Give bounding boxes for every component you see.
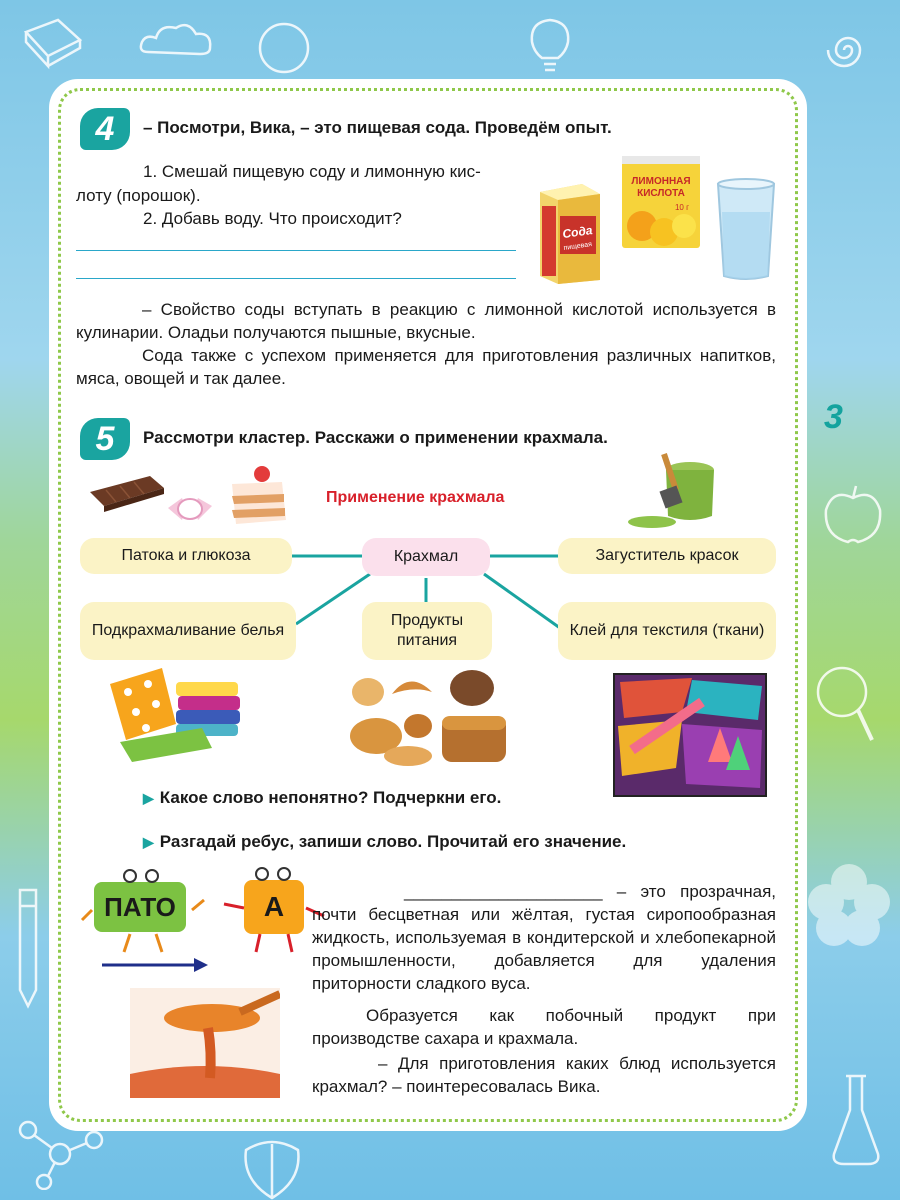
- task-4-badge: 4: [80, 108, 130, 150]
- definition-paragraph: [312, 880, 776, 995]
- definition-paragraph-3: – Для приготовления каких блюд используется крахмал? – поинтересовалась Вика.: [312, 1054, 776, 1096]
- bullet-2-arrow-icon: ▶: [143, 834, 154, 850]
- rebus-letter-card: А: [244, 880, 304, 934]
- acid-pack-label-2: КИСЛОТА: [637, 188, 685, 199]
- cluster-node-left-top: Патока и глюкоза: [80, 538, 292, 574]
- rebus-word-card: ПАТО: [94, 882, 186, 932]
- cluster-node-middle-bottom: Продукты питания: [362, 602, 492, 660]
- bullet-2: [143, 830, 743, 854]
- task-4-paragraph-1: – Свойство соды вступать в реакцию с лимонной кислотой используется в кулинарии. Оладьи получаются пышные, вкусные.: [76, 300, 776, 342]
- soda-box-label: Сода: [561, 223, 594, 242]
- acid-pack-weight: 10 г: [674, 203, 690, 212]
- connector-left-bottom: [296, 574, 370, 624]
- cluster-node-right-bottom: Клей для текстиля (ткани): [558, 602, 776, 660]
- task-4-step-2: 2. Добавь воду. Что происходит?: [143, 209, 402, 228]
- task-4-step-1a: 1. Смешай пищевую соду и лимонную кис-: [143, 162, 481, 181]
- laundry-image: [106, 664, 246, 764]
- soda-box-sublabel: пищевая: [563, 241, 593, 252]
- task-4-heading: – Посмотри, Вика, – это пищевая сода. Проведём опыт.: [143, 118, 612, 137]
- task-5-heading: Рассмотри кластер. Расскажи о применении крахмала.: [143, 428, 608, 447]
- task-4-step-1b: лоту (порошок).: [76, 186, 201, 205]
- rebus-word-legs-icon: [78, 866, 208, 956]
- cluster-title: Применение крахмала: [326, 489, 505, 506]
- rebus-arrow-icon: [100, 956, 210, 974]
- bullet-2-text: Разгадай ребус, запиши слово. Прочитай его значение.: [159, 832, 627, 851]
- definition-blank[interactable]: _____________________: [404, 882, 603, 901]
- connector-right-bottom: [484, 574, 560, 628]
- page-number: 3: [824, 398, 843, 436]
- syrup-spoon-image: [130, 988, 280, 1098]
- cluster-node-center: Крахмал: [362, 538, 490, 576]
- textile-image: [612, 672, 768, 798]
- acid-pack-label-1: ЛИМОННАЯ: [631, 176, 691, 187]
- bullet-1: [143, 786, 663, 810]
- cluster-node-right-top: Загуститель красок: [558, 538, 776, 574]
- task-5-badge: 5: [80, 418, 130, 460]
- bullet-1-arrow-icon: ▶: [143, 790, 154, 806]
- bakery-image: [348, 664, 510, 770]
- definition-paragraph-2: Образуется как побочный продукт при производстве сахара и крахмала.: [312, 1006, 776, 1048]
- bullet-1-text: Какое слово непонятно? Подчеркни его.: [159, 788, 502, 807]
- task-4-paragraph-2: Сода также с успехом применяется для приготовления различных напитков, мяса, овощей и так далее.: [76, 346, 776, 388]
- cluster-node-left-bottom: Подкрахмаливание белья: [80, 602, 296, 660]
- definition-text: – это прозрачная, почти бесцветная или жёлтая, густая сиропообразная жидкость, используемая в кондитерской и хлебопекарной промышленности, добавляется для удаления приторности сладкого вуса.: [312, 882, 776, 993]
